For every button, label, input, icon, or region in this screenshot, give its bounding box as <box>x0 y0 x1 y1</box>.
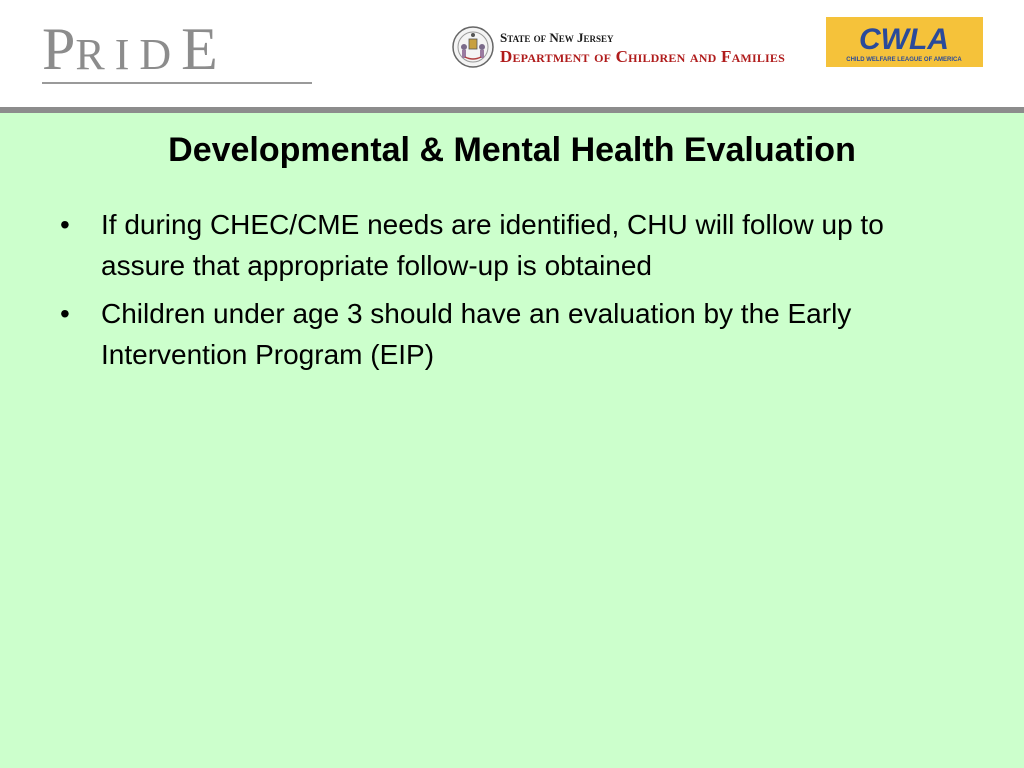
pride-letters-rid: RID <box>75 30 182 79</box>
header <box>0 0 1024 107</box>
bullet-text: If during CHEC/CME needs are identified, CHU will follow up to assure that appropriate follow-up is obtained <box>101 209 884 281</box>
pride-letter-p: P <box>42 16 76 82</box>
bullet-icon: • <box>60 298 70 329</box>
state-of-new-jersey-text: State of New Jersey <box>500 30 614 45</box>
cwla-logo <box>826 17 983 67</box>
header-divider-bar <box>0 107 1024 113</box>
slide-title: Developmental & Mental Health Evaluation <box>168 131 856 169</box>
pride-logo <box>42 18 314 88</box>
department-name-text: Department of Children and Families <box>500 47 785 66</box>
pride-logo-underline <box>42 82 312 84</box>
bullet-icon: • <box>60 209 70 240</box>
cwla-tagline: CHILD WELFARE LEAGUE OF AMERICA <box>846 57 962 63</box>
pride-logo-letters <box>42 18 218 80</box>
pride-letter-e: E <box>181 16 218 82</box>
dcf-wordmark <box>500 30 818 68</box>
cwla-wordmark: CWLA <box>859 23 949 56</box>
new-jersey-seal-icon <box>452 26 494 68</box>
bullet-item <box>60 293 970 375</box>
bullet-list <box>60 204 970 382</box>
bullet-text: Children under age 3 should have an evaluation by the Early Intervention Program (EIP) <box>101 298 852 370</box>
bullet-item <box>60 204 970 286</box>
